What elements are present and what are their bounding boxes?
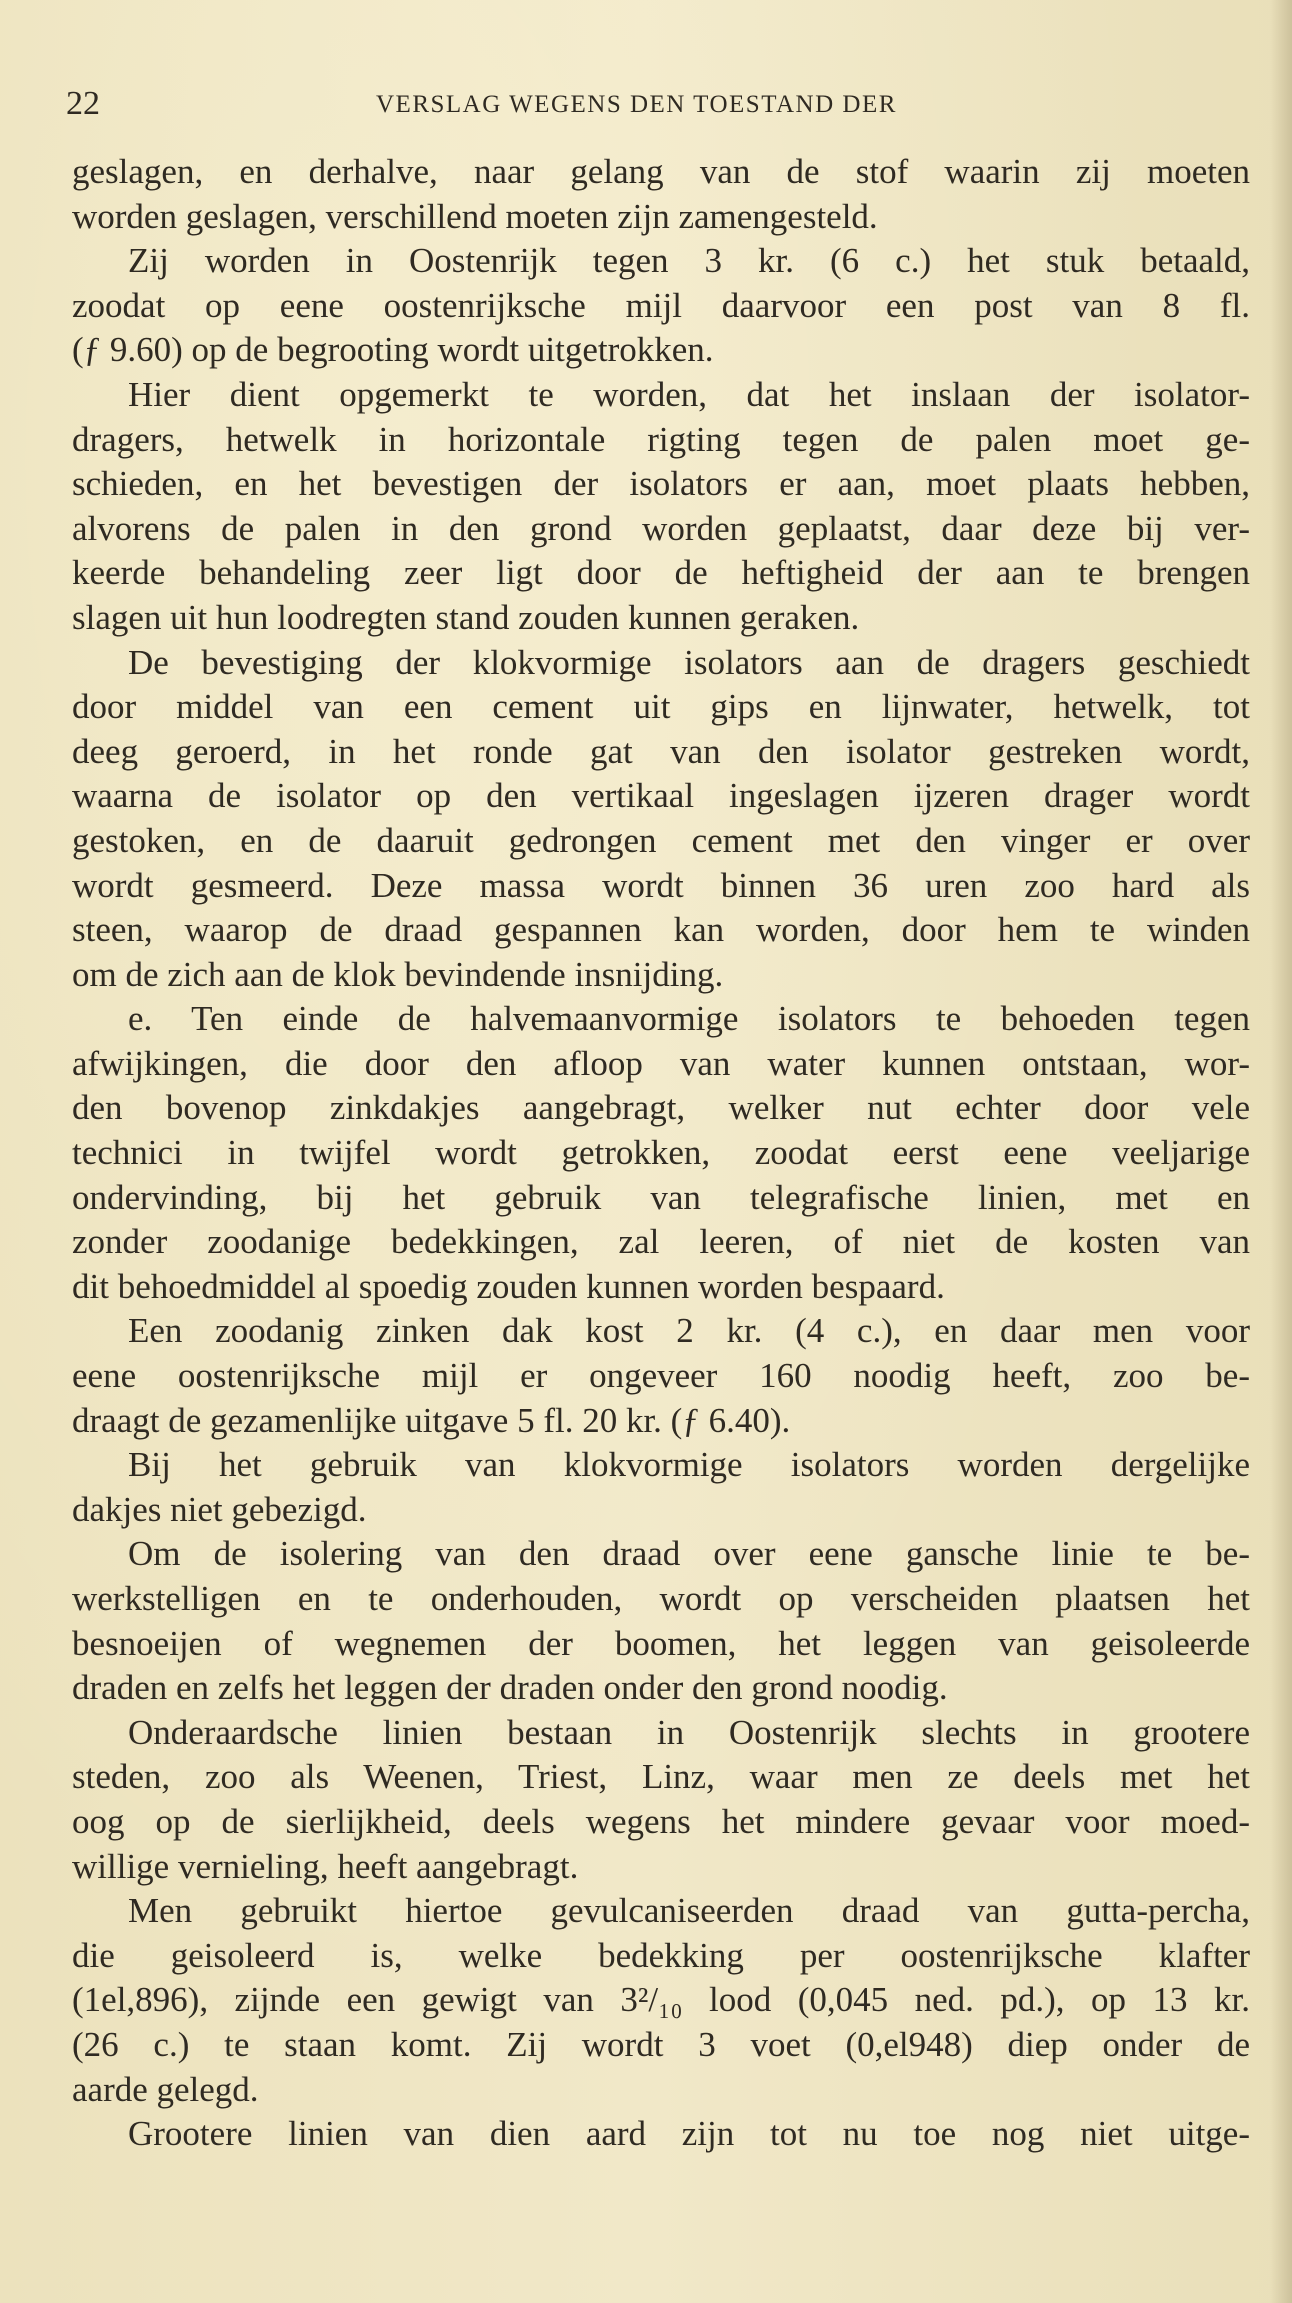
text-line: (ƒ 9.60) op de begrooting wordt uitgetrokken. bbox=[72, 330, 714, 370]
text-line: draden en zelfs het leggen der draden onder den grond noodig. bbox=[72, 1668, 948, 1708]
paragraph-start-line: Om de isolering van den draad over eene gansche linie te be- bbox=[128, 1534, 1250, 1574]
text-line: afwijkingen, die door den afloop van water kunnen ontstaan, wor- bbox=[72, 1043, 1250, 1083]
text-line: door middel van een cement uit gips en lijnwater, hetwelk, tot bbox=[72, 687, 1250, 727]
text-line: die geisoleerd is, welke bedekking per oostenrijksche klafter bbox=[72, 1935, 1250, 1975]
text-line: zoodat op eene oostenrijksche mijl daarvoor een post van 8 fl. bbox=[72, 285, 1250, 325]
text-line: (1el,896), zijnde een gewigt van 3²/₁₀ lood (0,045 ned. pd.), op 13 kr. bbox=[72, 1980, 1250, 2020]
text-line: aarde gelegd. bbox=[72, 2069, 259, 2109]
text-line: wordt gesmeerd. Deze massa wordt binnen 36 uren zoo hard als bbox=[72, 865, 1250, 905]
text-line: deeg geroerd, in het ronde gat van den isolator gestreken wordt, bbox=[72, 731, 1250, 771]
text-line: oog op de sierlijkheid, deels wegens het mindere gevaar voor moed- bbox=[72, 1801, 1250, 1841]
text-line: (26 c.) te staan komt. Zij wordt 3 voet (0,el948) diep onder de bbox=[72, 2024, 1250, 2064]
text-line: alvorens de palen in den grond worden geplaatst, daar deze bij ver- bbox=[72, 508, 1250, 548]
page-edge-shadow bbox=[1270, 0, 1292, 2303]
paragraph-start-line: e. Ten einde de halvemaanvormige isolators te behoeden tegen bbox=[128, 999, 1250, 1039]
text-line: worden geslagen, verschillend moeten zijn zamengesteld. bbox=[72, 196, 878, 236]
text-line: dragers, hetwelk in horizontale rigting tegen de palen moet ge- bbox=[72, 419, 1250, 459]
text-line: schieden, en het bevestigen der isolators er aan, moet plaats hebben, bbox=[72, 464, 1250, 504]
text-line: den bovenop zinkdakjes aangebragt, welker nut echter door vele bbox=[72, 1088, 1250, 1128]
running-head: VERSLAG WEGENS DEN TOESTAND DER bbox=[376, 91, 897, 118]
paragraph-start-line: Men gebruikt hiertoe gevulcaniseerden draad van gutta-percha, bbox=[128, 1891, 1250, 1931]
text-line: waarna de isolator op den vertikaal ingeslagen ijzeren drager wordt bbox=[72, 776, 1250, 816]
text-line: gestoken, en de daaruit gedrongen cement met den vinger er over bbox=[72, 820, 1250, 860]
text-line: ondervinding, bij het gebruik van telegrafische linien, met en bbox=[72, 1177, 1250, 1217]
text-line: eene oostenrijksche mijl er ongeveer 160 noodig heeft, zoo be- bbox=[72, 1356, 1250, 1396]
text-line: om de zich aan de klok bevindende insnijding. bbox=[72, 954, 724, 994]
text-line: keerde behandeling zeer ligt door de heftigheid der aan te brengen bbox=[72, 553, 1250, 593]
paragraph-start-line: Zij worden in Oostenrijk tegen 3 kr. (6 c.) het stuk betaald, bbox=[128, 241, 1250, 281]
text-line: technici in twijfel wordt getrokken, zoodat eerst eene veeljarige bbox=[72, 1133, 1250, 1173]
paragraph-start-line: Een zoodanig zinken dak kost 2 kr. (4 c.), en daar men voor bbox=[128, 1311, 1250, 1351]
text-line: werkstelligen en te onderhouden, wordt op verscheiden plaatsen het bbox=[72, 1579, 1250, 1618]
text-line: geslagen, en derhalve, naar gelang van de stof waarin zij moeten bbox=[72, 152, 1250, 191]
page-header bbox=[66, 84, 1246, 124]
page-number: 22 bbox=[66, 85, 100, 122]
paragraph-start-line: Bij het gebruik van klokvormige isolators worden dergelijke bbox=[128, 1445, 1250, 1485]
text-line: draagt de gezamenlijke uitgave 5 fl. 20 kr. (ƒ 6.40). bbox=[72, 1400, 791, 1440]
text-line: steden, zoo als Weenen, Triest, Linz, waar men ze deels met het bbox=[72, 1757, 1250, 1797]
text-line: besnoeijen of wegnemen der boomen, het leggen van geisoleerde bbox=[72, 1623, 1250, 1663]
paragraph-start-line: De bevestiging der klokvormige isolators aan de dragers geschiedt bbox=[128, 642, 1250, 682]
paragraph-start-line: Onderaardsche linien bestaan in Oostenrijk slechts in grootere bbox=[128, 1712, 1250, 1752]
text-line: slagen uit hun loodregten stand zouden kunnen geraken. bbox=[72, 597, 860, 637]
text-line: steen, waarop de draad gespannen kan worden, door hem te winden bbox=[72, 910, 1250, 950]
text-line: zonder zoodanige bedekkingen, zal leeren, of niet de kosten van bbox=[72, 1222, 1250, 1262]
paragraph-start-line: Hier dient opgemerkt te worden, dat het inslaan der isolator- bbox=[128, 374, 1250, 414]
text-line: dakjes niet gebezigd. bbox=[72, 1489, 367, 1529]
paragraph-start-line: Grootere linien van dien aard zijn tot nu toe nog niet uitge- bbox=[128, 2114, 1250, 2154]
text-line: willige vernieling, heeft aangebragt. bbox=[72, 1846, 579, 1886]
text-line: dit behoedmiddel al spoedig zouden kunnen worden bespaard. bbox=[72, 1266, 945, 1306]
body-text bbox=[72, 150, 1250, 2157]
